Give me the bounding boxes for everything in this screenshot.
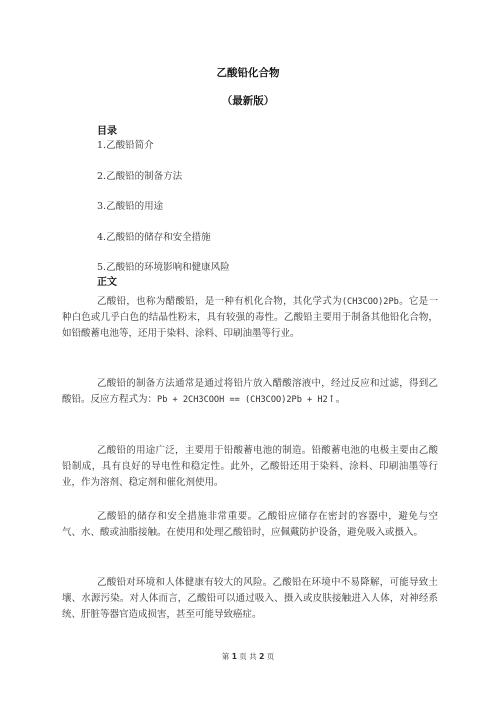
paragraph-text: 乙酸铅的制备方法通常是通过将铅片放入醋酸溶液中，经过反应和过滤，得到乙酸铅。反应方程式为： [62,378,438,405]
toc-item: 3.乙酸铅的用途 [97,201,164,212]
paragraph-text: ↑。 [327,394,346,405]
paragraph-introduction [62,294,438,342]
document-subtitle: （最新版） [221,95,275,107]
paragraph-uses: 乙酸铅的用途广泛，主要用于铅酸蓄电池的制造。铅酸蓄电池的电极主要由乙酸铅制成，具有良好的导电性和稳定性。此外，乙酸铅还用于染料、涂料、印刷油墨等行业，作为溶剂、稳定剂和催化剂使用。 [62,445,438,488]
footer-prefix: 第 [221,652,230,661]
toc-item: 4.乙酸铅的储存和安全措施 [97,231,211,243]
toc-heading: 目录 [97,126,117,137]
table-of-contents [97,141,230,294]
toc-item: 5.乙酸铅的环境影响和健康风险 [97,262,230,273]
toc-item: 2.乙酸铅的制备方法 [97,170,183,182]
body-heading: 正文 [97,277,117,288]
document-title: 乙酸铅化合物 [216,67,280,79]
chemical-formula: (CH3COO)2Pb [341,297,399,307]
page-footer [0,651,496,662]
paragraph-text: 乙酸铅，也称为醋酸铅，是一种有机化合物，其化学式为 [97,296,342,307]
toc-item: 1.乙酸铅简介 [97,140,154,151]
current-page-number: 1 [231,652,237,661]
paragraph-environment-health: 乙酸铅对环境和人体健康有较大的风险。乙酸铅在环境中不易降解，可能导致土壤、水源污染。对人体而言，乙酸铅可以通过吸入、摄入或皮肤接触进入人体，对神经系统、肝脏等器官造成损害，甚至可能导致癌症。 [62,577,438,620]
footer-suffix: 页 [266,652,275,661]
paragraph-storage-safety: 乙酸铅的储存和安全措施非常重要。乙酸铅应储存在密封的容器中，避免与空气、水、酸或油脂接触。在使用和处理乙酸铅时，应佩戴防护设备，避免吸入或摄入。 [62,511,438,538]
total-page-count: 2 [259,652,265,661]
reaction-equation: Pb + 2CH3COOH == (CH3COO)2Pb + H2 [157,395,328,405]
footer-middle: 页 共 [239,652,257,661]
paragraph-preparation [62,376,438,408]
paragraph-text: 。它是一种白色或几乎白色的结晶性粉末，具有较强的毒性。乙酸铅主要用于制备其他铅化合物，如铅酸蓄电池等，还用于染料、涂料、印刷油墨等行业。 [62,296,438,339]
